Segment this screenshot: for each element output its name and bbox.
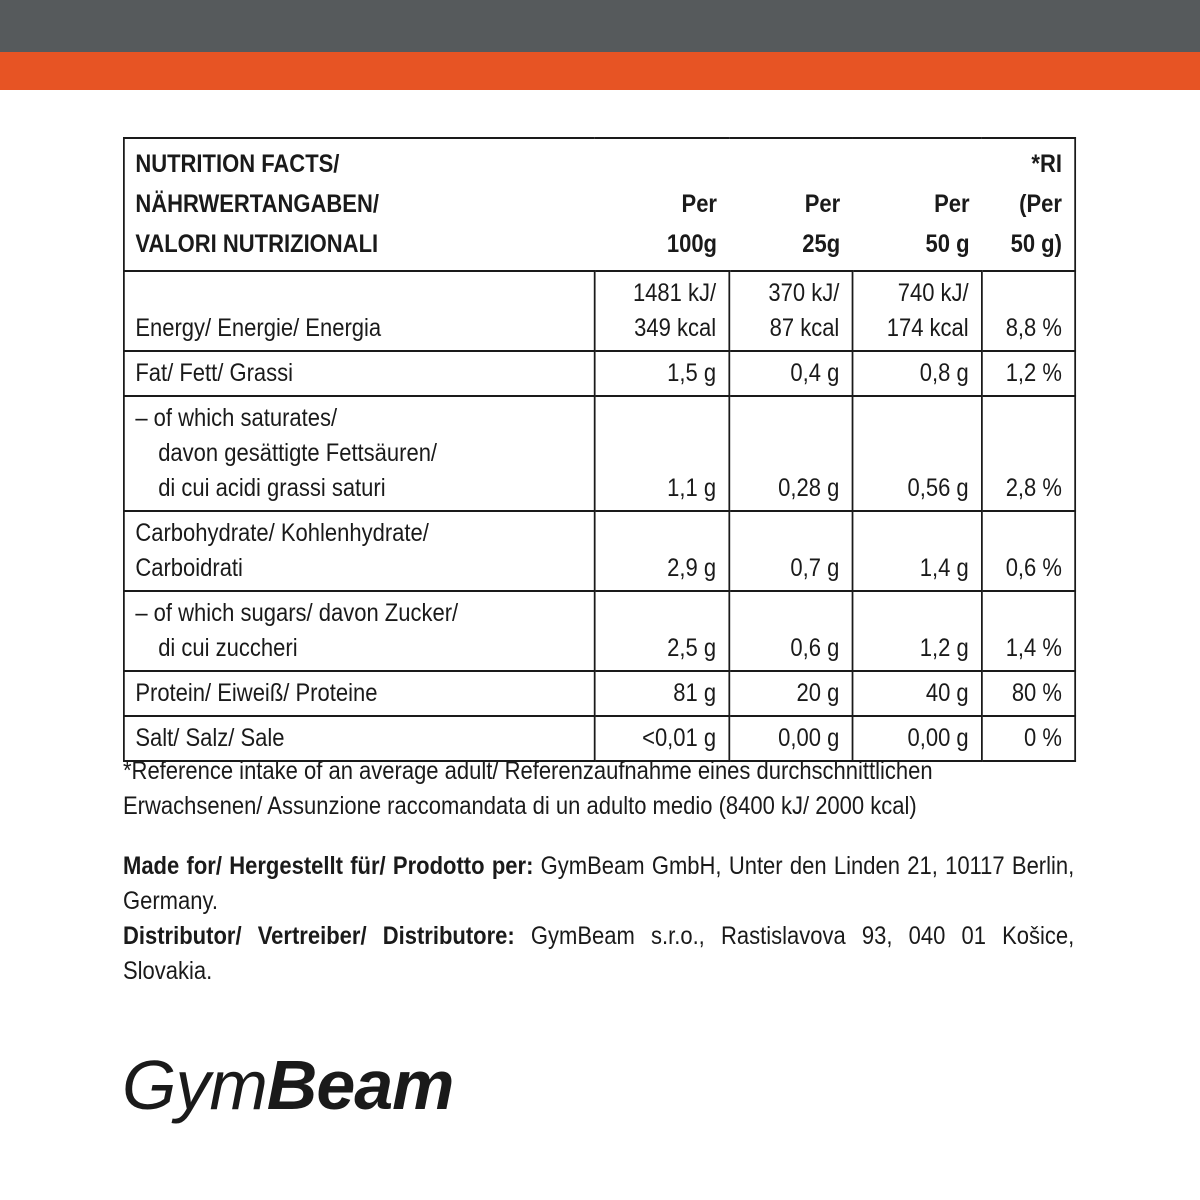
value-100g: 1481 kJ/ 349 kcal [595,271,730,351]
manufacturer-info [123,849,1074,989]
table-row [124,351,1075,396]
row-label: Energy/ Energie/ Energia [124,271,595,351]
header-per-100g: Per 100g [595,138,730,271]
value-ri: 0,6 % [982,511,1075,591]
value-100g: 81 g [595,671,730,716]
value-25g: 0,4 g [729,351,852,396]
value-25g: 20 g [729,671,852,716]
value-50g: 0,00 g [853,716,982,761]
value-ri: 8,8 % [982,271,1075,351]
table-row [124,511,1075,591]
header-per-25g: Per 25g [729,138,852,271]
made-for-line: Made for/ Hergestellt für/ Prodotto per: GymBeam GmbH, Unter den Linden 21, 10117 Berlin, Germany. [123,852,1075,915]
distributor-line: Distributor/ Vertreiber/ Distributore: GymBeam s.r.o., Rastislavova 93, 040 01 Košice, Slovakia. [123,922,1075,985]
row-label: – of which sugars/ davon Zucker/ di cui zuccheri [124,591,595,671]
value-ri: 80 % [982,671,1075,716]
value-50g: 40 g [853,671,982,716]
value-100g: <0,01 g [595,716,730,761]
row-label: Fat/ Fett/ Grassi [124,351,595,396]
table-row [124,396,1075,511]
header-per-50g: Per 50 g [853,138,982,271]
value-50g: 0,56 g [853,396,982,511]
value-ri: 2,8 % [982,396,1075,511]
value-ri: 1,2 % [982,351,1075,396]
table-title: NUTRITION FACTS/ NÄHRWERTANGABEN/ VALORI NUTRIZIONALI [124,138,595,271]
value-50g: 1,4 g [853,511,982,591]
table-row [124,271,1075,351]
top-orange-band [0,52,1200,90]
value-50g: 740 kJ/ 174 kcal [853,271,982,351]
value-25g: 370 kJ/ 87 kcal [729,271,852,351]
nutrition-table [123,137,1076,762]
value-50g: 1,2 g [853,591,982,671]
reference-intake-note: *Reference intake of an average adult/ Referenzaufnahme eines durchschnittlichen Erwachsenen/ Assunzione raccomandata di un adulto medio (8400 kJ/ 2000 kcal) [123,757,933,820]
table-row [124,591,1075,671]
row-label: – of which saturates/ davon gesättigte Fettsäuren/ di cui acidi grassi saturi [124,396,595,511]
value-50g: 0,8 g [853,351,982,396]
value-100g: 1,5 g [595,351,730,396]
header-ri: *RI (Per 50 g) [982,138,1075,271]
top-gray-band [0,0,1200,52]
value-100g: 1,1 g [595,396,730,511]
gymbeam-logo: GymBeam [122,1046,454,1124]
value-ri: 1,4 % [982,591,1075,671]
value-100g: 2,5 g [595,591,730,671]
row-label: Salt/ Salz/ Sale [124,716,595,761]
table-row [124,671,1075,716]
table-header-row [124,138,1075,271]
value-ri: 0 % [982,716,1075,761]
value-25g: 0,00 g [729,716,852,761]
row-label: Protein/ Eiweiß/ Proteine [124,671,595,716]
value-25g: 0,28 g [729,396,852,511]
value-25g: 0,7 g [729,511,852,591]
value-100g: 2,9 g [595,511,730,591]
row-label: Carbohydrate/ Kohlenhydrate/ Carboidrati [124,511,595,591]
value-25g: 0,6 g [729,591,852,671]
